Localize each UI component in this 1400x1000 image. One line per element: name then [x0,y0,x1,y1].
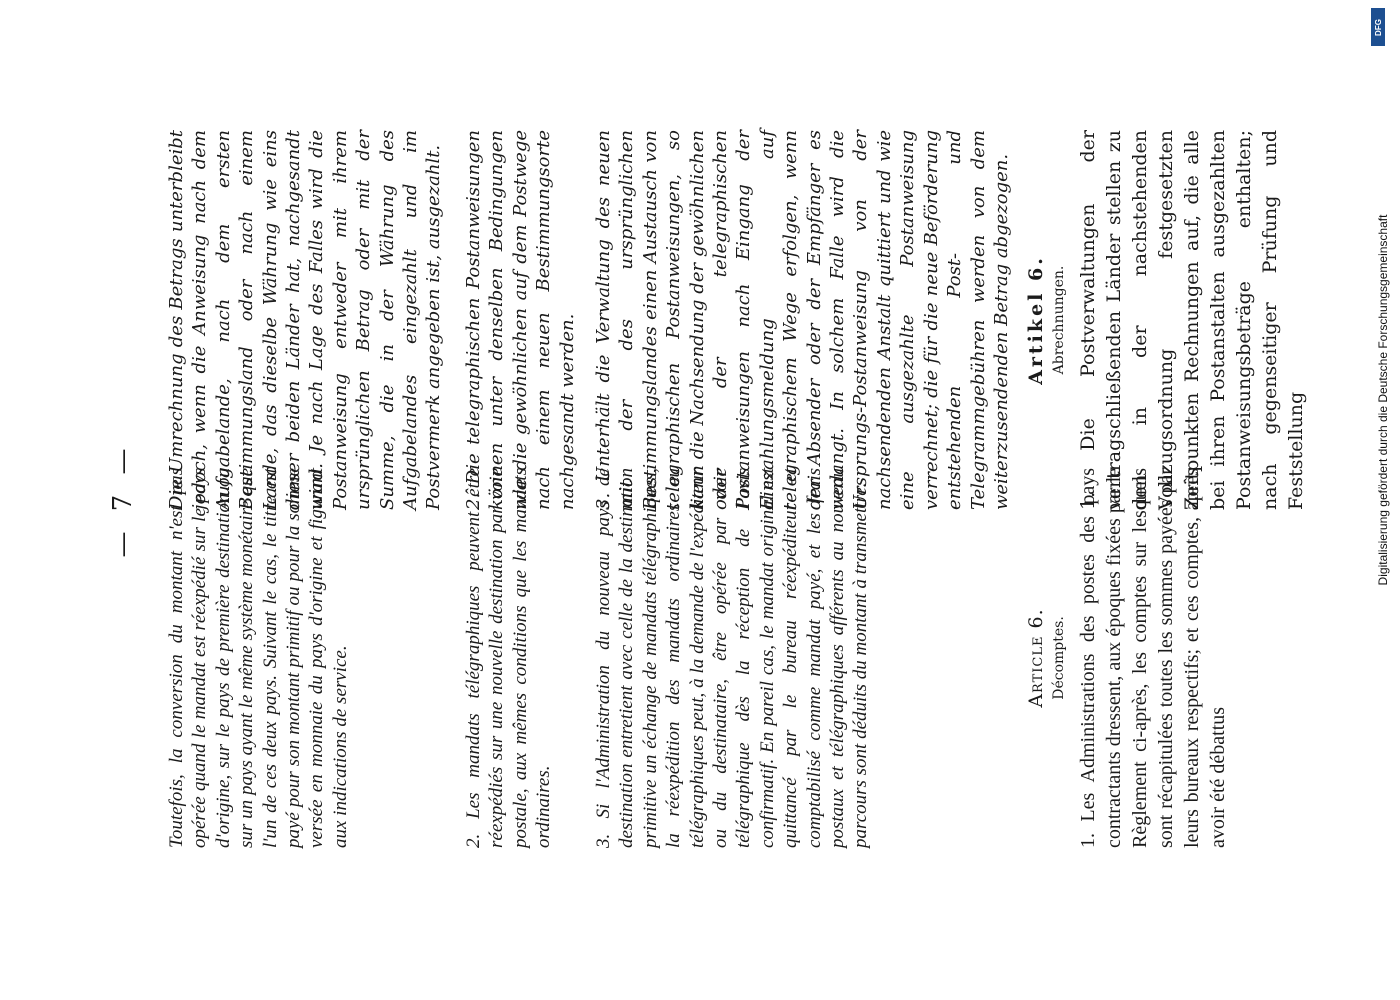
page-number: — 7 — [108,442,138,558]
french-article-heading [1025,468,1067,848]
credit-text: Digitalisierung gefördert durch die Deutsche Forschungsgemeinschaft [1376,214,1390,586]
french-paragraph-1: Toutefois, la conversion du montant n'est pas opérée quand le mandat est réexpédié sur le pays d'origine, sur le pays de première destination ou sur un pays ayant le même système monétaire que l'un de ces deux pays. Suivant le cas, le titre est payé pour son montant primitif ou pour la somme versée en monnaie du pays d'origine et figurant aux indications de service. [166,468,351,848]
german-paragraph-2: 2. Die telegraphischen Postanweisungen können unter denselben Bedingungen wie die gewöhnlichen auf dem Postwege nach einem neuen Bestimmungsorte nachgesandt werden. [463,130,578,510]
french-article-subtitle: Décomptes. [1051,616,1067,700]
german-paragraph-4: 1. Die Postverwaltungen der vertragschließenden Länder stellen zu den in der nachstehenden Vollzugsordnung festgesetzten Zeitpunkten Rechnungen auf, die alle bei ihren Postanstalten ausgezahlten Postanweisungsbeträge enthalten; nach gegenseitiger Prüfung und Feststellung [1077,130,1307,510]
german-paragraph-3: 3. Unterhält die Verwaltung des neuen mit der des ursprünglichen Bestimmungslandes einen Austausch von telegraphischen Postanweisungen, so kann die Nachsendung der gewöhnlichen oder der telegraphischen Postanweisungen nach Eingang der Einzahlungsmeldung auf telegraphischem Wege erfolgen, wenn der Absender oder der Empfänger es verlangt. In solchem Falle wird die Ursprungs-Postanweisung von der nachsendenden Anstalt quittiert und wie eine ausgezahlte Postanweisung verrechnet; die für die neue Beförderung entstehenden Post- und Telegrammgebühren werden von dem weiterzusendenden Betrag abgezogen. [593,130,1012,510]
digitization-credit [1366,0,1400,1000]
german-article-title: Artikel 6. [1025,255,1047,385]
french-article-title: Article 6. [1025,608,1047,708]
german-article-heading [1025,130,1067,510]
french-paragraph-2: 2. Les mandats télégraphiques peuvent être réexpédiés sur une nouvelle destination par voie postale, aux mêmes conditions que les mandats ordinaires. [463,468,555,848]
german-paragraph-1: Die Umrechnung des Betrags unterbleibt jedoch, wenn die Anweisung nach dem Aufgabelande, nach dem ersten Bestimmungsland oder nach einem Lande, das dieselbe Währung wie eins dieser beiden Länder hat, nachgesandt wird. Je nach Lage des Falles wird die Postanweisung entweder mit ihrem ursprünglichen Betrag oder mit der Summe, die in der Währung des Aufgabelandes eingezahlt und im Postvermerk angegeben ist, ausgezahlt. [166,130,445,510]
german-article-subtitle: Abrechnungen. [1051,265,1067,375]
dfg-logo: DFG [1371,8,1385,46]
french-paragraph-3: 3. Si l'Administration du nouveau pays de destination entretient avec celle de la destination primitive un échange de mandats télégraphiques, la réexpédition des mandats ordinaires ou télégraphiques peut, à la demande de l'expéditeur ou du destinataire, être opérée par voie télégraphique dès la réception de l'avis confirmatif. En pareil cas, le mandat original est quittancé par le bureau réexpéditeur et comptabilisé comme mandat payé, et les frais postaux et télégraphiques afférents au nouveau parcours sont déduits du montant à transmettre. [593,468,872,848]
french-paragraph-4: 1. Les Administrations des postes des pays contractants dressent, aux époques fixées par le Règlement ci-après, les comptes sur lesquels sont récapitulées toutes les sommes payées par leurs bureaux respectifs; et ces comptes, après avoir été débattus [1077,468,1229,848]
